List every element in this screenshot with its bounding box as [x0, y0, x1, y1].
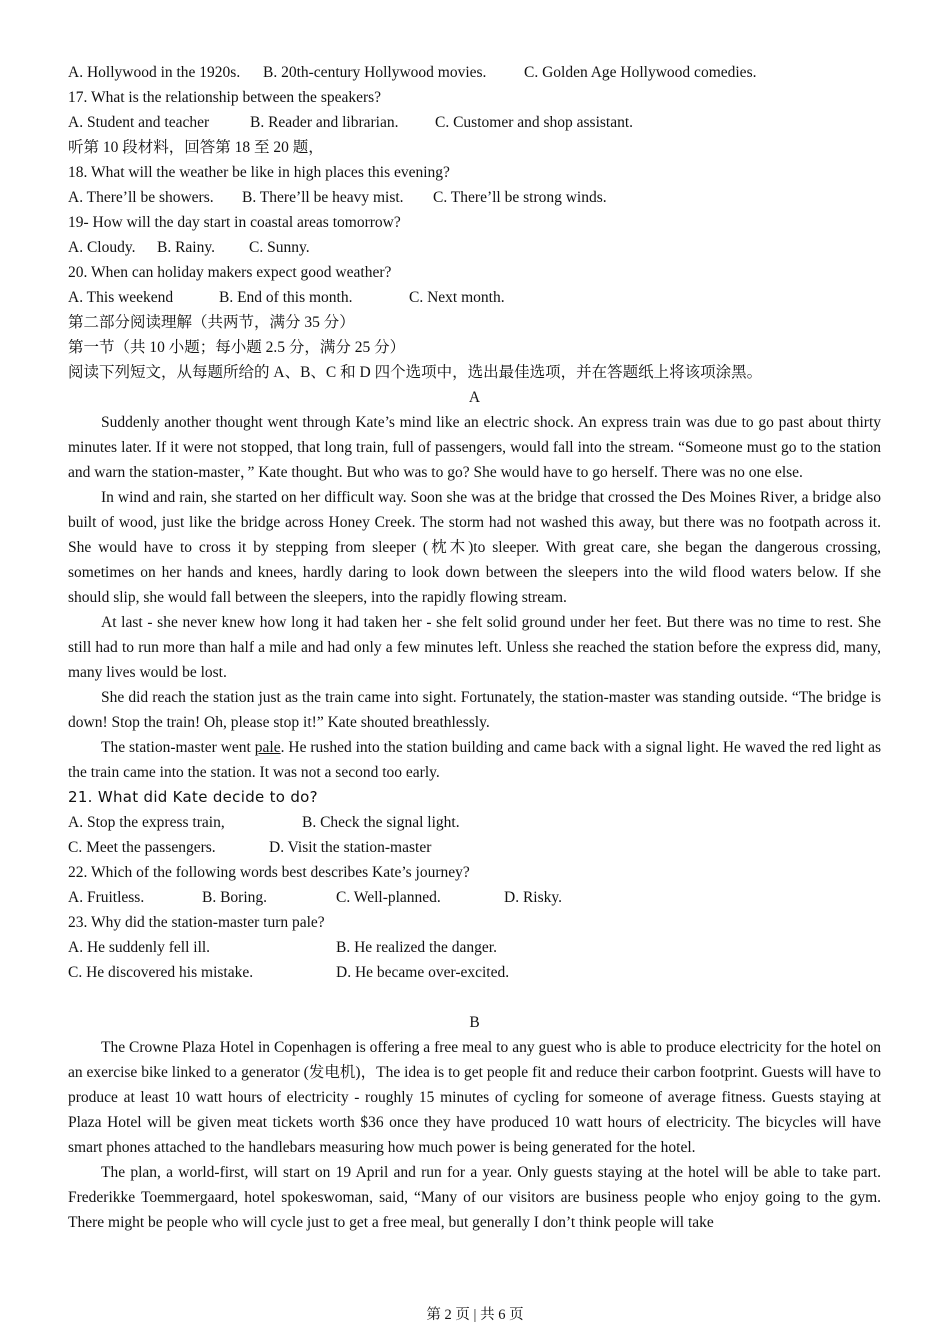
passage-a-paragraph-5: The station-master went pale. He rushed into the station building and came back with a signal light. He waved the red light as the train came into the station. It was not a second too early.	[68, 739, 881, 781]
spacer	[68, 985, 881, 1010]
passage-a-paragraph-4: She did reach the station just as the train came into sight. Fortunately, the station-master was standing outside. “The bridge is down! Stop the train! Oh, please stop it!” Kate shouted breathlessly.	[68, 689, 881, 731]
q18-question: 18. What will the weather be like in high places this evening?	[68, 164, 450, 181]
passage-a-heading: A	[468, 389, 481, 406]
section-one-heading: 第一节（共 10 小题；每小题 2.5 分，满分 25 分）	[68, 339, 406, 356]
q19-options: A. Cloudy. B. Rainy. C. Sunny.	[68, 239, 310, 256]
page-footer: 第 2 页 | 共 6 页	[426, 1307, 524, 1323]
q20-options: A. This weekend B. End of this month. C. Next month.	[68, 289, 505, 306]
q22-options: A. Fruitless. B. Boring. C. Well-planned. D. Risky.	[68, 889, 562, 906]
q19-question: 19- How will the day start in coastal areas tomorrow?	[68, 214, 401, 231]
passage-b-heading: B	[469, 1014, 480, 1031]
section-instruction-10: 听第 10 段材料，回答第 18 至 20 题，	[68, 139, 324, 156]
passage-b-paragraph-1: The Crowne Plaza Hotel in Copenhagen is offering a free meal to any guest who is able to produce electricity for the hotel on an exercise bike linked to a generator (发电机)，The idea is to get people fit and reduce their carbon footprint. Guests will have to produce at least 10 watt hours of electricity - roughly 15 minutes of cycling for someone of average fitness. Guests staying at Plaza Hotel will be given meat tickets worth $36 once they have produced 10 watt hours of electricity. The bicycles will have smart phones attached to the handlebars measuring how much power is being generated for the hotel.	[68, 1039, 881, 1156]
passage-a-paragraph-1: Suddenly another thought went through Kate’s mind like an electric shock. An express train was due to go past about thirty minutes later. If it were not stopped, that long train, full of passengers, would fall into the stream. “Someone must go to the station and warn the station-master，” Kate thought. But who was to go? She would have to go herself. There was no one else.	[68, 414, 881, 481]
q22-question: 22. Which of the following words best describes Kate’s journey?	[68, 864, 470, 881]
q23-question: 23. Why did the station-master turn pale?	[68, 914, 325, 931]
q20-question: 20. When can holiday makers expect good weather?	[68, 264, 392, 281]
reading-instruction: 阅读下列短文，从每题所给的 A、B、C 和 D 四个选项中，选出最佳选项，并在答题纸上将该项涂黑。	[68, 364, 763, 381]
part-two-heading: 第二部分阅读理解（共两节，满分 35 分）	[68, 314, 355, 331]
q18-options: A. There’ll be showers. B. There’ll be heavy mist. C. There’ll be strong winds.	[68, 189, 607, 206]
passage-a-paragraph-2: In wind and rain, she started on her difficult way. Soon she was at the bridge that crossed the Des Moines River, a bridge also built of wood, just like the bridge across Honey Creek. The storm had not washed this away, but there was no footpath across it. She would have to cross it by stepping from sleeper (枕木)to sleeper. With great care, she began the dangerous crossing, sometimes on her hands and knees, hardly daring to look down between the sleepers into the wild flood waters below. If she should slip, she would fall between the sleepers, into the rapidly flowing stream.	[68, 489, 881, 606]
q17-options: A. Student and teacher B. Reader and librarian. C. Customer and shop assistant.	[68, 114, 634, 131]
q21-options-row-2: C. Meet the passengers. D. Visit the station-master	[68, 839, 432, 856]
q21-question: 21. What did Kate decide to do?	[68, 788, 318, 806]
q17-question: 17. What is the relationship between the speakers?	[68, 89, 382, 106]
q23-options-row-1: A. He suddenly fell ill. B. He realized the danger.	[68, 939, 497, 956]
passage-b-paragraph-2: The plan, a world-first, will start on 19 April and run for a year. Only guests staying at the hotel will be able to take part. Frederikke Toemmergaard, hotel spokeswoman, said, “Many of our visitors are business people who enjoy going to the gym. There might be people who will cycle just to get a free meal, but generally I don’t think people will take	[68, 1164, 881, 1231]
passage-a-paragraph-3: At last - she never knew how long it had taken her - she felt solid ground under her feet. But there was no time to rest. She still had to run more than half a mile and had only a few minutes left. Unless she reached the station before the express did, many, many lives would be lost.	[68, 614, 881, 681]
exam-page	[68, 60, 881, 1235]
underlined-word-pale: pale	[254, 739, 281, 756]
q23-options-row-2: C. He discovered his mistake. D. He became over-excited.	[68, 964, 510, 981]
q21-options-row-1: A. Stop the express train, B. Check the signal light.	[68, 814, 460, 831]
q16-options: A. Hollywood in the 1920s. B. 20th-century Hollywood movies. C. Golden Age Hollywood comedies.	[68, 64, 757, 81]
